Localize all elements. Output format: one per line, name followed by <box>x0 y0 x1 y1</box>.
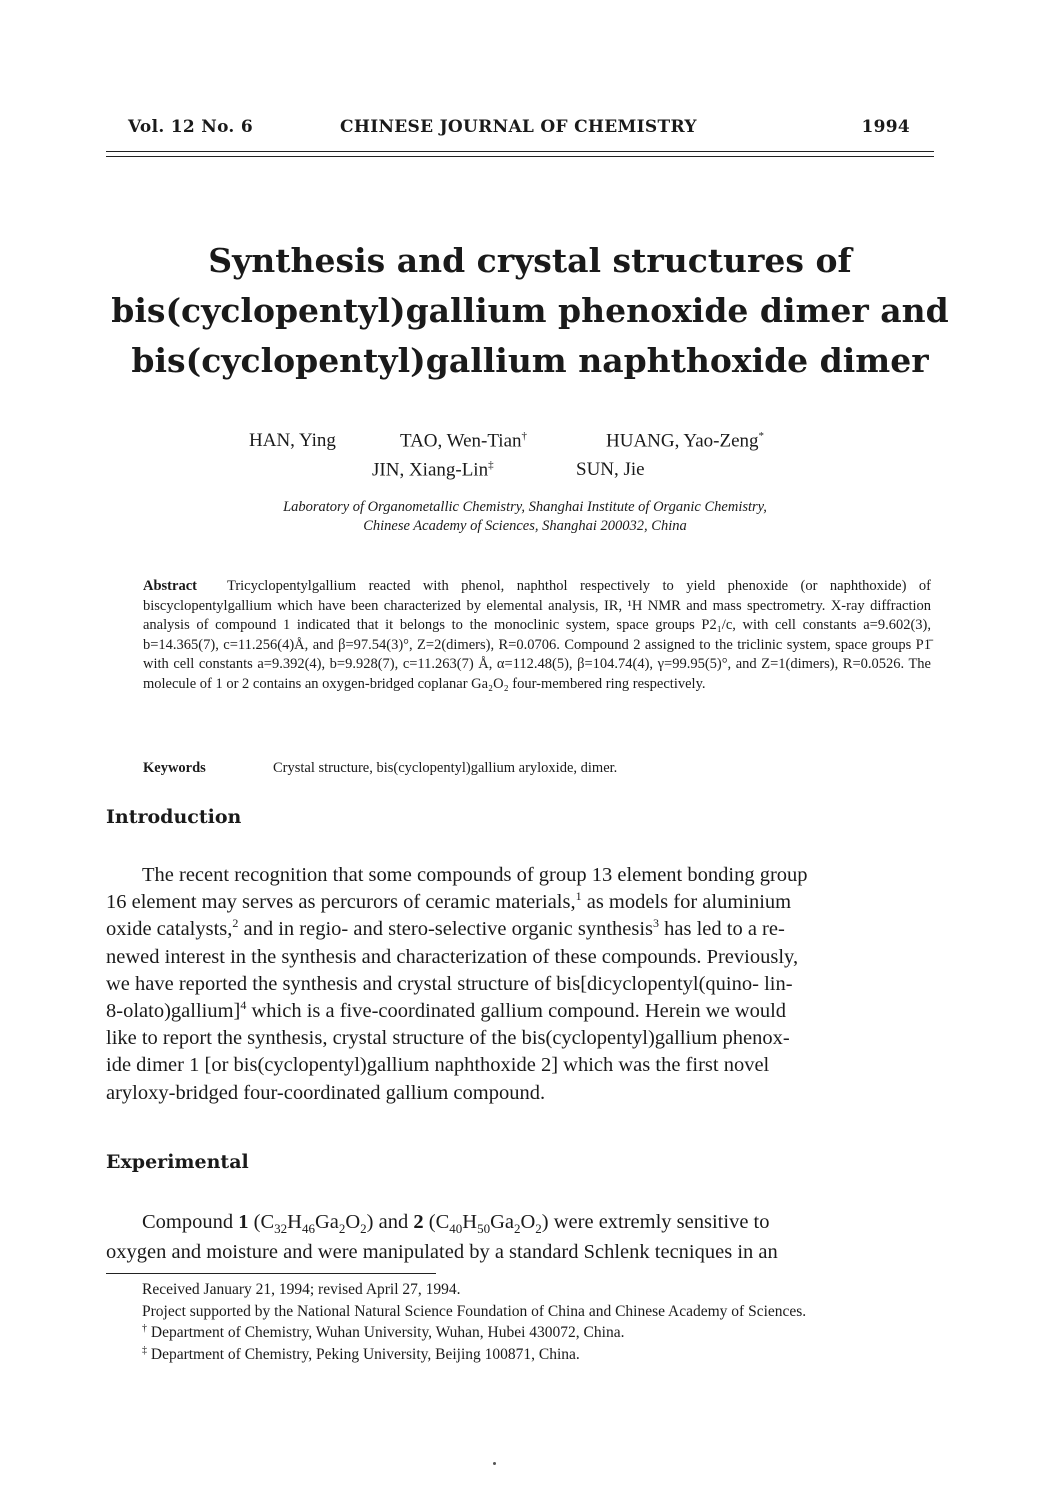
keywords <box>143 760 931 777</box>
footnotes <box>106 1279 936 1365</box>
footnote-ddagger: ‡ Department of Chemistry, Peking University, Beijing 100871, China. <box>142 1344 580 1363</box>
author-mark: * <box>758 430 765 442</box>
compound-number: 2 <box>413 1211 424 1233</box>
header-rule-top <box>106 151 934 152</box>
reference-mark: 2 <box>232 916 239 931</box>
text-line: 16 element may serves as percurors of ceramic materials,$^1$ as models for aluminium <box>106 889 792 914</box>
keywords-label: Keywords <box>143 760 206 776</box>
text-line: we have reported the synthesis and crystal structure of bis[dicyclopentyl(quino- lin- <box>106 972 793 995</box>
author-mark: † <box>521 430 528 442</box>
reference-mark: 1 <box>575 889 582 904</box>
title-line-1: Synthesis and crystal structures of <box>208 241 852 280</box>
publication-year: 1994 <box>861 117 910 137</box>
reference-mark: 4 <box>240 998 247 1013</box>
keywords-text: Crystal structure, bis(cyclopentyl)gallium aryloxide, dimer. <box>273 760 618 776</box>
volume-number: Vol. 12 No. 6 <box>128 117 253 137</box>
reference-mark: 3 <box>653 916 660 931</box>
author: TAO, Wen-Tian† <box>400 430 528 452</box>
header-rule-bottom <box>106 156 934 157</box>
text-line: aryloxy-bridged four-coordinated gallium compound. <box>106 1081 546 1104</box>
footnote-support: Project supported by the National Natural Science Foundation of China and Chinese Academy of Sciences. <box>142 1302 807 1320</box>
abstract <box>143 577 931 695</box>
experimental-body <box>106 1207 936 1267</box>
affiliation-line-1: Laboratory of Organometallic Chemistry, Shanghai Institute of Organic Chemistry, <box>283 499 767 515</box>
text-line: 8-olato)gallium]$^4$ which is a five-coordinated gallium compound. Herein we would <box>106 998 787 1023</box>
author-mark: ‡ <box>488 459 494 471</box>
text-line: like to report the synthesis, crystal structure of the bis(cyclopentyl)gallium phenox- <box>106 1027 790 1050</box>
author: HUANG, Yao-Zeng* <box>606 430 765 452</box>
paper-title <box>100 236 960 386</box>
footnote-rule <box>106 1273 436 1274</box>
text-line: oxide catalysts,$^2$ and in regio- and stero-selective organic synthesis$^3$ has led to a re- <box>106 916 785 941</box>
title-line-2: bis(cyclopentyl)gallium phenoxide dimer and <box>111 291 949 330</box>
text-line: Compound 1 $(C_{32}H_{46}Ga_2O_2)$ and 2 $(C_{40}H_{50}Ga_2O_2)$ were extremly sensitive to <box>142 1211 770 1237</box>
introduction-body <box>106 862 936 1107</box>
footnote-dagger: † Department of Chemistry, Wuhan University, Wuhan, Hubei 430072, China. <box>142 1322 625 1341</box>
formula: $C_{32}H_{46}Ga_2O_2$ <box>260 1211 367 1237</box>
footnote-received: Received January 21, 1994; revised April 27, 1994. <box>142 1281 461 1298</box>
page-mark <box>493 1462 496 1465</box>
author: HAN, Ying <box>249 430 336 451</box>
section-heading-experimental: Experimental <box>106 1151 249 1173</box>
abstract-label: Abstract <box>143 578 197 594</box>
affiliation-line-2: Chinese Academy of Sciences, Shanghai 200032, China <box>363 518 687 534</box>
section-heading-introduction: Introduction <box>106 806 242 828</box>
text-line: ide dimer 1 [or bis(cyclopentyl)gallium naphthoxide 2] which was the first novel <box>106 1054 770 1077</box>
author: SUN, Jie <box>576 459 645 480</box>
title-line-3: bis(cyclopentyl)gallium naphthoxide dimer <box>131 341 929 380</box>
author: JIN, Xiang-Lin‡ <box>372 459 494 481</box>
affiliation <box>140 498 910 536</box>
text-line: newed interest in the synthesis and characterization of these compounds. Previously, <box>106 945 799 968</box>
running-header <box>128 117 910 143</box>
journal-name: CHINESE JOURNAL OF CHEMISTRY <box>340 117 697 137</box>
compound-number: 1 <box>238 1211 249 1233</box>
text-line: oxygen and moisture and were manipulated by a standard Schlenk tecniques in an <box>106 1241 778 1263</box>
text-line: The recent recognition that some compounds of group 13 element bonding group <box>142 864 808 886</box>
formula: $C_{40}H_{50}Ga_2O_2$ <box>435 1211 542 1237</box>
abstract-text: Tricyclopentylgallium reacted with phenol, naphthol respectively to yield phenoxide (or naphthoxide) of biscyclopentylgallium which have been characterized by elemental analysis, IR, ¹H NMR and mass spectrometry. X-ray diffraction analysis of compound 1 indicated that it belongs to the monoclinic system, space groups P2₁/c, with cell constants a=9.602(3), b=14.365(7), c=11.256(4)Å, and β=97.54(3)°, Z=2(dimers), R=0.0706. Compound 2 assigned to the triclinic system, space groups P1̄ with cell constants a=9.392(4), b=9.928(7), c=11.263(7) Å, α=112.48(5), β=104.74(4), γ=99.95(5)°, and Z=1(dimers), R=0.0526. The molecule of 1 or 2 contains an oxygen-bridged coplanar Ga₂O₂ four-membered ring respectively. <box>143 578 931 692</box>
